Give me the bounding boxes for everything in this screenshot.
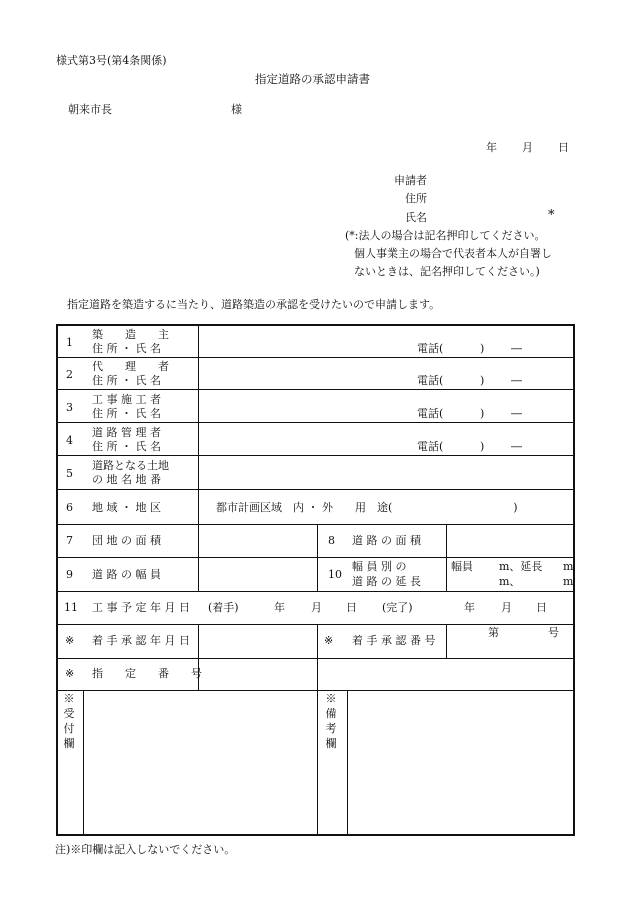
row12-mark: ※ [65,634,75,647]
row4-phone-dash: ― [511,440,522,453]
row3-number: 3 [66,401,73,414]
end-label: (完了) [382,601,413,614]
row1-phone-dash: ― [511,342,522,355]
row4-label-line2: 住 所 ・ 氏 名 [92,440,161,453]
row7-number: 7 [66,534,73,547]
row8-number: 8 [328,534,335,547]
land-location-field[interactable] [204,459,566,487]
row13-mark: ※ [324,634,334,647]
row5-number: 5 [66,467,73,480]
reception-label: ※受付欄 [63,692,75,750]
row10-unit-m2: m [563,575,574,588]
road-area-field[interactable] [452,528,567,554]
row5-label-line1: 道路となる土地 [92,459,169,472]
row11-label: 工 事 予 定 年 月 日 [92,601,190,614]
start-day: 日 [346,601,357,614]
row10-unit-m1: m [563,560,574,573]
application-table [56,324,575,836]
row8-label: 道 路 の 面 積 [352,534,421,547]
row3-phone-close: ) [480,407,485,420]
row1-phone-label: 電話( [417,342,444,355]
row3-label-line2: 住 所 ・ 氏 名 [92,407,161,420]
footnote: 注)※印欄は記入しないでください。 [55,843,236,856]
asterisk-mark: * [548,208,555,223]
applicant-name-label: 氏名 [405,211,427,224]
row4-label-line1: 道 路 管 理 者 [92,426,161,439]
applicant-note-line3: ないときは、記名押印してください。) [354,265,540,278]
row14-label: 指 定 番 号 [92,667,202,680]
end-month: 月 [501,601,512,614]
row10-unit1: m、延長 [499,560,543,573]
row10-label-line1: 幅 員 別 の [352,560,407,573]
row1-label-line2: 住 所 ・ 氏 名 [92,342,161,355]
recipient: 朝来市長 [68,103,112,116]
row6-number: 6 [66,501,73,514]
date-month: 月 [522,141,533,154]
contractor-address-name-field[interactable] [204,393,566,421]
row7-label: 団 地 の 面 積 [92,534,161,547]
row10-unit2: m、 [499,575,521,588]
zoning-field[interactable]: 都市計画区域 内 ・ 外 用 途( ) [216,501,518,514]
form-number: 様式第3号(第4条関係) [56,54,167,67]
row10-label-line2: 道 路 の 延 長 [352,575,421,588]
start-year: 年 [274,601,285,614]
row4-phone-close: ) [480,440,485,453]
start-month: 月 [311,601,322,614]
row4-number: 4 [66,434,73,447]
applicant-note-line2: 個人事業主の場合で代表者本人が自署し [354,247,552,260]
row13-label: 着 手 承 認 番 号 [352,634,436,647]
row9-label: 道 路 の 幅 員 [92,568,161,581]
row4-phone-label: 電話( [417,440,444,453]
row3-phone-label: 電話( [417,407,444,420]
row2-label-line2: 住 所 ・ 氏 名 [92,374,161,387]
builder-address-name-field[interactable] [204,328,566,356]
row14-mark: ※ [65,667,75,680]
row11-number: 11 [64,601,78,614]
row13-go: 号 [548,626,559,639]
row1-phone-close: ) [480,342,485,355]
row3-label-line1: 工 事 施 工 者 [92,393,161,406]
honorific: 様 [231,103,242,116]
row2-number: 2 [66,368,73,381]
row2-phone-dash: ― [511,374,522,387]
date-year: 年 [486,141,497,154]
row12-label: 着 手 承 認 年 月 日 [92,634,190,647]
row10-width-label: 幅員 [451,560,473,573]
row2-label-line1: 代 理 者 [92,360,169,373]
intro-text: 指定道路を築造するに当たり、道路築造の承認を受けたいので申請します。 [67,298,441,311]
applicant-note-line1: (*:法人の場合は記名押印してください。 [345,229,546,242]
row1-label-line1: 築 造 主 [92,328,169,341]
row3-phone-dash: ― [511,407,522,420]
row6-label: 地 域 ・ 地 区 [92,501,161,514]
road-manager-address-name-field[interactable] [204,426,566,454]
row13-dai: 第 [488,626,499,639]
end-day: 日 [536,601,547,614]
page-title: 指定道路の承認申請書 [255,72,370,86]
row2-phone-close: ) [480,374,485,387]
remarks-label: ※備考欄 [325,692,337,750]
applicant-address-label: 住所 [405,192,427,205]
row1-number: 1 [66,336,73,349]
row2-phone-label: 電話( [417,374,444,387]
date-day: 日 [558,141,569,154]
row5-label-line2: の 地 名 地 番 [92,473,161,486]
row10-number: 10 [328,568,342,581]
start-label: (着手) [208,601,239,614]
end-year: 年 [464,601,475,614]
applicant-label: 申請者 [394,174,427,187]
development-area-field[interactable] [204,528,312,554]
row9-number: 9 [66,568,73,581]
road-width-field[interactable] [204,561,312,588]
remarks-field[interactable] [355,696,567,830]
agent-address-name-field[interactable] [204,360,566,388]
